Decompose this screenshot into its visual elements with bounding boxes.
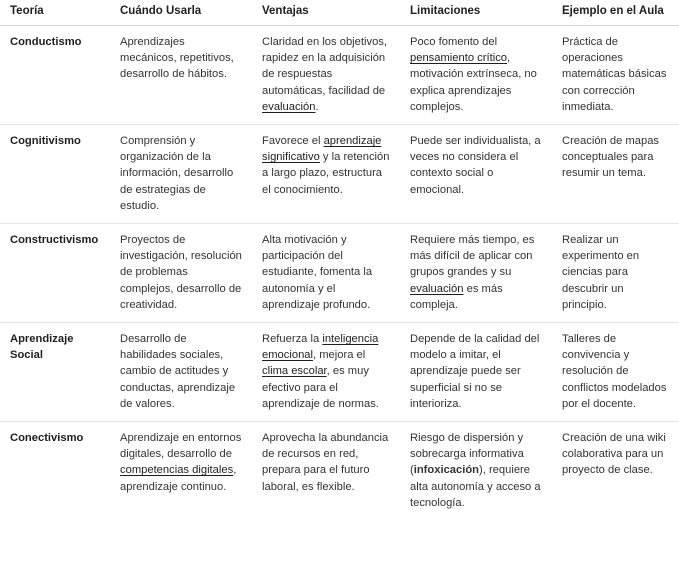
text-segment: , motivación extrínseca, no explica aprendizajes complejos.: [410, 52, 537, 113]
text-segment: Creación de mapas conceptuales para resumir un tema.: [562, 135, 660, 180]
cell-when-to-use: [110, 422, 252, 521]
cell-advantages: [252, 125, 400, 224]
table-row: [0, 422, 679, 521]
glossary-link[interactable]: clima escolar: [262, 365, 327, 378]
cell-advantages: [252, 224, 400, 323]
glossary-link[interactable]: inteligencia emocional: [262, 333, 379, 362]
glossary-link[interactable]: competencias digitales: [120, 464, 234, 477]
glossary-link[interactable]: pensamiento crítico: [410, 52, 508, 65]
header-theory: Teoría: [0, 0, 110, 26]
cell-limitations: [400, 125, 552, 224]
table-row: [0, 224, 679, 323]
text-segment: Proyectos de investigación, resolución de problemas complejos, desarrollo de creatividad.: [120, 234, 242, 311]
cell-classroom-example: [552, 323, 679, 422]
cell-theory: Constructivismo: [0, 224, 110, 323]
text-segment: .: [315, 100, 319, 113]
cell-limitations: [400, 323, 552, 422]
cell-theory: Conductismo: [0, 26, 110, 125]
text-segment: , aprendizaje continuo.: [120, 464, 237, 493]
header-classroom-example: Ejemplo en el Aula: [552, 0, 679, 26]
table-row: [0, 125, 679, 224]
text-segment: Depende de la calidad del modelo a imitar, el aprendizaje puede ser superficial si no se interioriza.: [410, 333, 540, 410]
text-segment: Claridad en los objetivos, rapidez en la adquisición de respuestas automáticas, facilidad de: [262, 36, 387, 97]
cell-when-to-use: [110, 323, 252, 422]
text-segment: Requiere más tiempo, es más difícil de aplicar con grupos grandes y su: [410, 234, 535, 279]
glossary-link[interactable]: evaluación: [262, 100, 316, 113]
cell-theory: Aprendizaje Social: [0, 323, 110, 422]
text-segment: Riesgo de dispersión y sobrecarga informativa (: [410, 432, 524, 477]
header-advantages: Ventajas: [252, 0, 400, 26]
cell-advantages: [252, 422, 400, 521]
text-segment: Práctica de operaciones matemáticas básicas con corrección inmediata.: [562, 36, 667, 113]
text-segment: Desarrollo de habilidades sociales, cambio de actitudes y conductas, aprendizaje de valores.: [120, 333, 236, 410]
text-segment: Aprendizajes mecánicos, repetitivos, desarrollo de hábitos.: [120, 36, 234, 81]
cell-classroom-example: [552, 26, 679, 125]
cell-classroom-example: [552, 224, 679, 323]
text-segment: es más compleja.: [410, 282, 503, 311]
text-segment: ), requiere alta autonomía y acceso a tecnología.: [410, 464, 541, 509]
cell-classroom-example: [552, 422, 679, 521]
header-limitations: Limitaciones: [400, 0, 552, 26]
text-segment: Puede ser individualista, a veces no considera el contexto social o emocional.: [410, 135, 541, 196]
text-segment: Realizar un experimento en ciencias para descubrir un principio.: [562, 234, 640, 311]
header-when-to-use: Cuándo Usarla: [110, 0, 252, 26]
cell-when-to-use: [110, 26, 252, 125]
table-row: [0, 323, 679, 422]
cell-theory: Conectivismo: [10, 432, 84, 445]
text-segment: Talleres de convivencia y resolución de conflictos modelados por el docente.: [562, 333, 667, 410]
cell-limitations: [400, 224, 552, 323]
text-segment: Aprendizaje en entornos digitales, desarrollo de: [120, 432, 242, 461]
cell-limitations: [400, 26, 552, 125]
text-segment: Creación de una wiki colaborativa para un proyecto de clase.: [562, 432, 666, 477]
cell-when-to-use: [110, 125, 252, 224]
cell-advantages: [252, 26, 400, 125]
text-segment: , mejora el: [313, 349, 366, 362]
text-segment: Poco fomento del: [410, 36, 498, 48]
glossary-link[interactable]: aprendizaje significativo: [262, 135, 382, 164]
text-segment: Alta motivación y participación del estudiante, fomenta la autonomía y el aprendizaje profundo.: [262, 234, 373, 311]
cell-when-to-use: [110, 224, 252, 323]
bold-term: infoxicación: [413, 464, 480, 477]
cell-theory: Cognitivismo: [0, 125, 110, 224]
text-segment: , es muy efectivo para el aprendizaje de normas.: [262, 365, 379, 410]
cell-advantages: [252, 323, 400, 422]
table-body: [0, 26, 679, 521]
text-segment: Aprovecha la abundancia de recursos en red, prepara para el futuro laboral, es flexible.: [262, 432, 389, 493]
glossary-link[interactable]: evaluación: [410, 282, 464, 295]
text-segment: Favorece el: [262, 135, 324, 148]
cell-classroom-example: [552, 125, 679, 224]
text-segment: Comprensión y organización de la información, desarrollo de estrategias de estudio.: [120, 135, 234, 212]
cell-limitations: [400, 422, 552, 521]
text-segment: Refuerza la: [262, 333, 323, 346]
header-row: [0, 0, 679, 26]
text-segment: y la retención a largo plazo, estructura el conocimiento.: [262, 151, 390, 196]
table-row: [0, 26, 679, 125]
